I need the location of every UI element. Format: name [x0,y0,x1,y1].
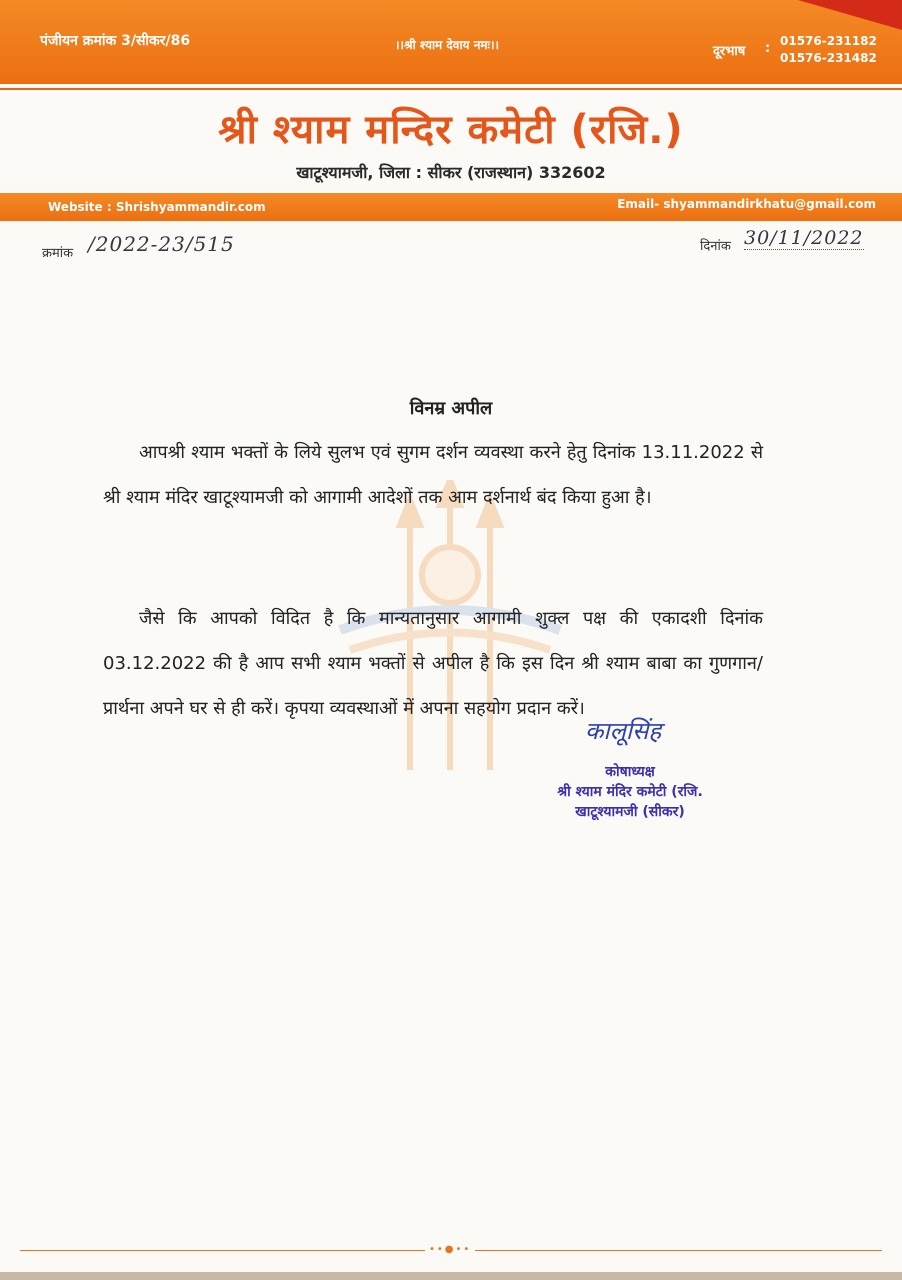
letter-paragraph-1: आपश्री श्याम भक्तों के लिये सुलभ एवं सुगम दर्शन व्यवस्था करने हेतु दिनांक 13.11.2022 से श्री श्याम मंदिर खाटूश्यामजी को आगामी आदेशों तक आम दर्शनार्थ बंद किया हुआ है। [103,442,763,508]
handwritten-signature: कालूसिंह [585,717,662,745]
header-band [0,0,902,84]
phone-label: दूरभाष [713,44,746,59]
bottom-edge [0,1272,902,1280]
signatory-designation: कोषाध्यक्ष [605,764,655,780]
footer-ornament-icon: ••●•• [425,1244,475,1255]
signatory-place: खाटूश्यामजी (सीकर) [575,804,685,820]
signatory-organization: श्री श्याम मंदिर कमेटी (रजि. [557,784,703,800]
email-text: Email- shyammandirkhatu@gmail.com [617,197,876,211]
header-motto: ।।श्री श्याम देवाय नमः।। [395,38,500,52]
header-rule [0,88,902,90]
website-text: Website : Shrishyammandir.com [48,200,266,214]
letter-paragraph-2: जैसे कि आपको विदित है कि मान्यतानुसार आगामी शुक्ल पक्ष की एकादशी दिनांक 03.12.2022 की है आप सभी श्याम भक्तों से अपील है कि इस दिन श्री श्याम बाबा का गुणगान/प्रार्थना अपने घर से ही करें। कृपया व्यवस्थाओं में अपना सहयोग प्रदान करें। [103,608,763,719]
reference-number: /2022-23/515 [88,232,235,256]
signature-stamp [520,762,740,822]
organization-name: श्री श्याम मन्दिर कमेटी (रजि.) [218,107,684,153]
registration-number: पंजीयन क्रमांक 3/सीकर/86 [40,33,191,49]
letter-date: 30/11/2022 [744,227,864,249]
phone-colon: : [765,41,771,56]
phone-number-1: 01576-231182 [780,34,877,48]
header-corner-accent [772,0,902,30]
organization-address: खाटूश्यामजी, जिला : सीकर (राजस्थान) 332602 [296,163,606,182]
reference-label: क्रमांक [42,246,74,261]
date-label: दिनांक [700,239,731,254]
phone-numbers [780,33,877,67]
contact-band [0,193,902,221]
phone-number-2: 01576-231482 [780,51,877,65]
letter-subject: विनम्र अपील [409,398,493,419]
